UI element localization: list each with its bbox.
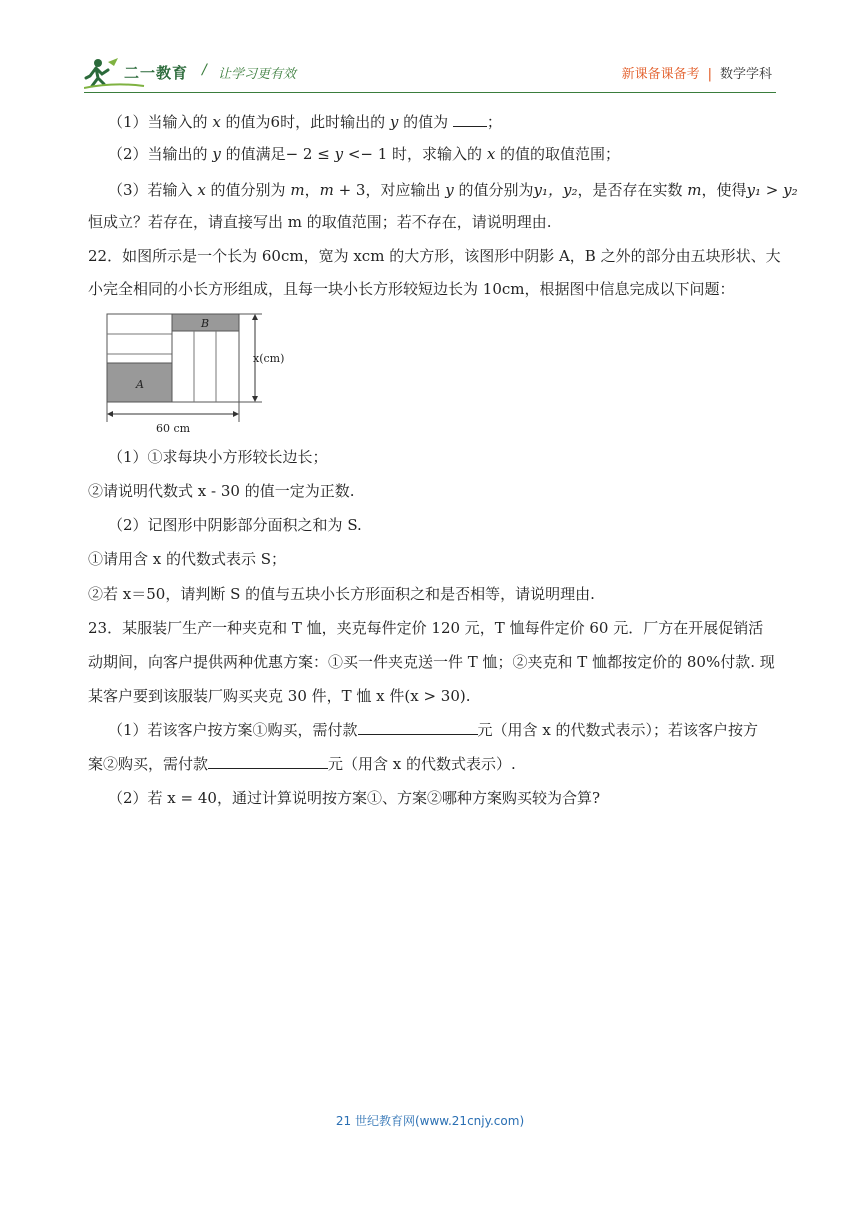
arrow-head [233, 411, 239, 417]
q23-part1 [108, 718, 758, 742]
text: 案②购买，需付款 [88, 755, 209, 773]
q22-stem-line1: 22．如图所示是一个长为 60cm，宽为 xcm 的大方形，该图形中阴影 A，B 之外的部分由五块形状、大 [88, 247, 781, 265]
q22-part2b: ②若 x＝50，请判断 S 的值与五块小长方形面积之和是否相等，请说明理由. [88, 585, 595, 603]
label-a: A [136, 378, 144, 391]
text: 的值分别为 [453, 181, 534, 199]
height-label: x(cm) [253, 352, 285, 365]
text: ； [486, 113, 502, 131]
q23-stem-line1: 23．某服装厂生产一种夹克和 T 恤，夹克每件定价 120 元，T 恤每件定价 60 元．厂方在开展促销活 [88, 619, 764, 637]
text: ，是否存在实数 [577, 181, 688, 199]
width-label: 60 cm [155, 422, 191, 435]
answer-blank-2 [208, 754, 328, 769]
subject-tag: 数学学科 [719, 67, 772, 82]
var-m: m [319, 181, 334, 199]
text: 的值为 [398, 113, 453, 131]
q21-part3 [108, 178, 798, 202]
header-rule [84, 92, 776, 93]
text: 元（用含 x 的代数式表示）；若该客户按方 [477, 721, 759, 739]
rectangle-figure [100, 310, 300, 438]
q23-stem-line3: 某客户要到该服装厂购买夹克 30 件，T 恤 x 件(x > 30). [88, 687, 471, 705]
text: 的值满足− 2 ≤ [220, 145, 335, 163]
var-y: y [334, 145, 344, 163]
text: （1）当输入的 [108, 113, 213, 131]
text: ，使得 [701, 181, 747, 199]
inequality: y₁ > y₂ [746, 181, 798, 199]
var-x: x [212, 113, 221, 131]
course-tag: 新课备课备考 [621, 67, 700, 82]
var-y: y [212, 145, 221, 163]
text: ， [304, 181, 320, 199]
page-footer: 21 世纪教育网(www.21cnjy.com) [335, 1114, 525, 1128]
logo-text: 二一教育 [124, 64, 189, 82]
text: 元（用含 x 的代数式表示）. [328, 755, 516, 773]
text: <− 1 时，求输入的 [343, 145, 487, 163]
arrow-head [107, 411, 113, 417]
text: （2）当输出的 [108, 145, 213, 163]
text: + 3，对应输出 [333, 181, 446, 199]
var-m: m [687, 181, 702, 199]
var-x: x [486, 145, 496, 163]
page-header [0, 0, 860, 100]
var-y: y [445, 181, 454, 199]
text: 的值为6时，此时输出的 [220, 113, 390, 131]
q21-part1 [108, 110, 502, 134]
q22-part2a: ①请用含 x 的代数式表示 S； [88, 550, 287, 568]
var-x: x [197, 181, 206, 199]
q21-part2 [108, 142, 620, 166]
q22-part1b: ②请说明代数式 x - 30 的值一定为正数. [88, 482, 355, 500]
text: 的值分别为 [205, 181, 291, 199]
slogan-slash: / [202, 62, 207, 78]
var-y1-y2: y₁，y₂ [533, 181, 578, 199]
slogan: 让学习更有效 [218, 67, 297, 82]
q23-part2: （2）若 x = 40，通过计算说明按方案①、方案②哪种方案购买较为合算? [108, 789, 601, 807]
header-right [622, 63, 772, 82]
q22-part2: （2）记图形中阴影部分面积之和为 S. [108, 516, 362, 534]
label-b: B [200, 317, 210, 330]
arrow-head [252, 314, 258, 320]
q21-part3-cont: 恒成立？若存在，请直接写出 m 的取值范围；若不存在，请说明理由. [88, 213, 552, 231]
var-y: y [389, 113, 399, 131]
q23-part1-cont [88, 752, 516, 776]
q23-stem-line2: 动期间，向客户提供两种优惠方案：①买一件夹克送一件 T 恤；②夹克和 T 恤都按定价的 80%付款. 现 [88, 653, 775, 671]
text: （3）若输入 [108, 181, 198, 199]
answer-blank-1 [358, 720, 478, 735]
header-separator: | [707, 67, 712, 82]
answer-blank [453, 112, 487, 127]
q22-stem-line2: 小完全相同的小长方形组成，且每一块小长方形较短边长为 10cm，根据图中信息完成以下问题： [88, 280, 735, 298]
var-m: m [290, 181, 305, 199]
arrow-head [252, 396, 258, 402]
text: （1）若该客户按方案①购买，需付款 [108, 721, 358, 739]
text: 的值的取值范围； [495, 145, 621, 163]
q22-part1: （1）①求每块小方形较长边长； [108, 448, 328, 466]
